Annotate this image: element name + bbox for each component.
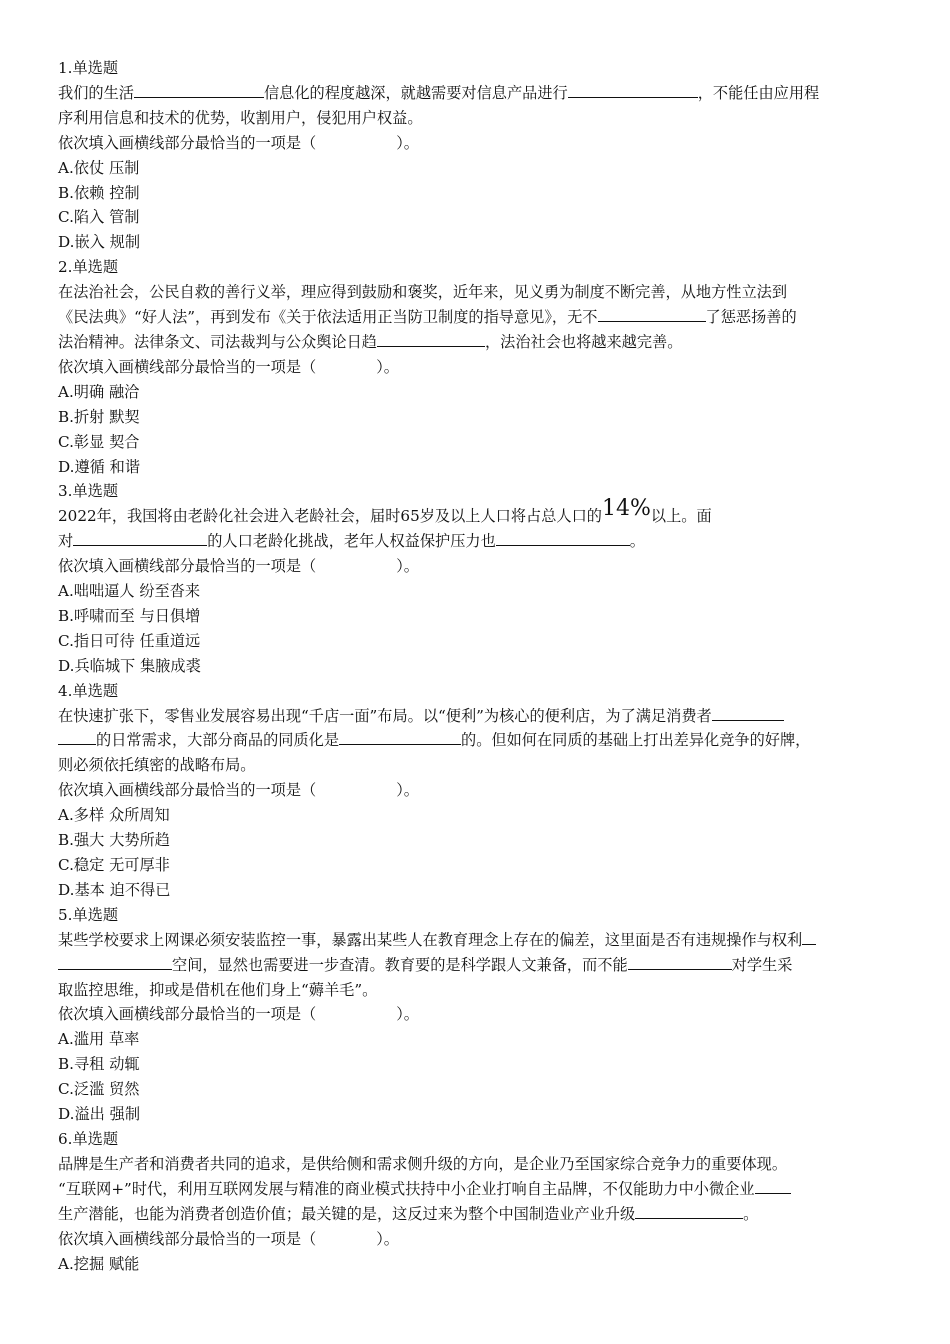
answer-option: A.滥用 草率 (58, 1030, 140, 1049)
answer-option: C.指日可待 任重道远 (58, 631, 201, 650)
stem-text: 的日常需求，大部分商品的同质化是 (96, 731, 339, 750)
prompt-close: ）。 (396, 557, 419, 576)
question-header: 4.单选题 (58, 681, 119, 700)
answer-option: A.依仗 压制 (58, 158, 140, 177)
question-header: 3.单选题 (58, 482, 119, 501)
question-header: 1.单选题 (58, 59, 119, 77)
question-stem-line (58, 280, 890, 305)
stem-text: ，法治社会也将越来越完善。 (484, 332, 683, 351)
stem-text: 某些学校要求上网课必须安装监控一事，暴露出某些人在教育理念上存在的偏差，这里面是否有违规操作与权利 (58, 930, 803, 949)
stem-text: 在快速扩张下，零售业发展容易出现“千店一面”布局。以“便利”为核心的便利店，为了满足消费者 (58, 706, 712, 725)
fill-in-blank (377, 331, 485, 347)
fill-in-blank (496, 530, 630, 546)
fill-in-blank (628, 954, 732, 970)
answer-option: B.呼啸而至 与日俱增 (58, 606, 201, 625)
question-stem-line (58, 305, 890, 330)
answer-option: C.陷入 管制 (58, 208, 140, 227)
fill-in-blank (635, 1203, 743, 1219)
question-stem-line (58, 1177, 890, 1202)
stem-text: 以上。面 (650, 507, 712, 526)
stem-text: “互联网+”时代，利用互联网发展与精准的商业模式扶持中小企业打响自主品牌，不仅能助力中小微企业 (58, 1179, 755, 1198)
stem-text: 空间，显然也需要进一步查清。教育要的是科学跟人文兼备，而不能 (172, 955, 628, 974)
prompt-close: ）。 (396, 1005, 419, 1024)
fill-in-blank (58, 954, 172, 970)
percentage-text: 14% (601, 496, 651, 522)
stem-text: 取监控思维，抑或是借机在他们身上“薅羊毛”。 (58, 980, 378, 999)
answer-option: A.挖掘 赋能 (58, 1254, 140, 1273)
prompt-text: 依次填入画横线部分最恰当的一项是（ (58, 357, 317, 376)
prompt-close: ）。 (376, 1229, 399, 1248)
stem-text: 品牌是生产者和消费者共同的追求，是供给侧和需求侧升级的方向，是企业乃至国家综合竞争力的重要体现。 (58, 1154, 787, 1173)
answer-option: D.兵临城下 集腋成裘 (58, 656, 201, 675)
stem-text: 在法治社会，公民自救的善行义举，理应得到鼓励和褒奖，近年来，见义勇为制度不断完善，从地方性立法到 (58, 283, 787, 302)
fill-in-blank (134, 82, 264, 98)
question-block (58, 1127, 890, 1276)
stem-text: 2022年，我国将由老龄化社会进入老龄社会，届时65岁及以上人口将占总人口的 (58, 507, 602, 526)
stem-text: 对 (58, 532, 74, 551)
answer-option: B.寻租 动辄 (58, 1055, 140, 1074)
fill-in-blank (755, 1178, 791, 1194)
answer-option: B.依赖 控制 (58, 183, 140, 202)
question-prompt (58, 778, 890, 803)
stem-text: 则必须依托缜密的战略布局。 (58, 756, 256, 775)
answer-option: C.泛滥 贸然 (58, 1080, 140, 1099)
answer-option: B.强大 大势所趋 (58, 831, 170, 850)
question-stem-line (58, 106, 890, 131)
question-stem-line (58, 330, 890, 355)
question-stem-line (58, 529, 890, 554)
question-block (58, 255, 890, 479)
stem-text: 对学生采 (731, 955, 793, 974)
prompt-text: 依次填入画横线部分最恰当的一项是（ (58, 133, 317, 152)
stem-text: 。 (629, 532, 645, 551)
question-stem-line (58, 496, 890, 529)
question-block (58, 679, 890, 903)
fill-in-blank (73, 530, 207, 546)
question-block (58, 479, 890, 678)
stem-text: 的。但如何在同质的基础上打出差异化竞争的好牌， (461, 731, 811, 750)
fill-in-blank (598, 306, 706, 322)
question-prompt (58, 554, 890, 579)
question-block (58, 903, 890, 1127)
question-stem-line (58, 81, 890, 106)
question-prompt (58, 131, 890, 156)
question-stem-line (58, 928, 890, 953)
prompt-close: ）。 (396, 133, 419, 152)
prompt-text: 依次填入画横线部分最恰当的一项是（ (58, 781, 317, 800)
fill-in-blank (802, 929, 816, 945)
prompt-text: 依次填入画横线部分最恰当的一项是（ (58, 1005, 317, 1024)
question-stem-line (58, 728, 890, 753)
answer-option: D.嵌入 规制 (58, 233, 141, 252)
question-stem-line (58, 978, 890, 1003)
stem-text: 《民法典》“好人法”，再到发布《关于依法适用正当防卫制度的指导意见》，无不 (58, 308, 598, 327)
fill-in-blank (339, 729, 461, 745)
question-list (58, 56, 890, 1276)
stem-text: 我们的生活 (58, 83, 134, 102)
question-header: 5.单选题 (58, 905, 119, 924)
stem-text: 了惩恶扬善的 (705, 308, 797, 327)
fill-in-blank (712, 705, 784, 721)
question-prompt (58, 1227, 890, 1252)
stem-text: 信息化的程度越深，就越需要对信息产品进行 (263, 83, 568, 102)
prompt-close: ）。 (396, 781, 419, 800)
answer-option: B.折射 默契 (58, 407, 140, 426)
stem-text: 。 (743, 1204, 759, 1223)
answer-option: A.多样 众所周知 (58, 806, 170, 825)
answer-option: D.基本 迫不得已 (58, 880, 171, 899)
question-header: 6.单选题 (58, 1129, 119, 1148)
fill-in-blank (568, 82, 698, 98)
question-stem-line (58, 1152, 890, 1177)
question-stem-line (58, 953, 890, 978)
question-header: 2.单选题 (58, 258, 119, 277)
prompt-text: 依次填入画横线部分最恰当的一项是（ (58, 1229, 317, 1248)
prompt-text: 依次填入画横线部分最恰当的一项是（ (58, 557, 317, 576)
question-stem-line (58, 753, 890, 778)
answer-option: D.溢出 强制 (58, 1105, 141, 1124)
question-prompt (58, 1002, 890, 1027)
stem-text: 生产潜能，也能为消费者创造价值；最关键的是，这反过来为整个中国制造业产业升级 (58, 1204, 636, 1223)
answer-option: A.咄咄逼人 纷至沓来 (58, 582, 201, 601)
fill-in-blank (58, 729, 96, 745)
answer-option: C.稳定 无可厚非 (58, 856, 170, 874)
question-stem-line (58, 1202, 890, 1227)
question-stem-line (58, 704, 890, 729)
question-prompt (58, 355, 890, 380)
answer-option: D.遵循 和谐 (58, 457, 141, 476)
stem-text: 法治精神。法律条文、司法裁判与公众舆论日趋 (58, 332, 377, 351)
stem-text: 序利用信息和技术的优势，收割用户，侵犯用户权益。 (58, 108, 423, 127)
stem-text: ，不能任由应用程 (697, 83, 820, 102)
prompt-close: ）。 (376, 357, 399, 376)
answer-option: C.彰显 契合 (58, 432, 140, 451)
answer-option: A.明确 融洽 (58, 382, 140, 401)
stem-text: 的人口老龄化挑战，老年人权益保护压力也 (207, 532, 496, 551)
question-block (58, 56, 890, 255)
